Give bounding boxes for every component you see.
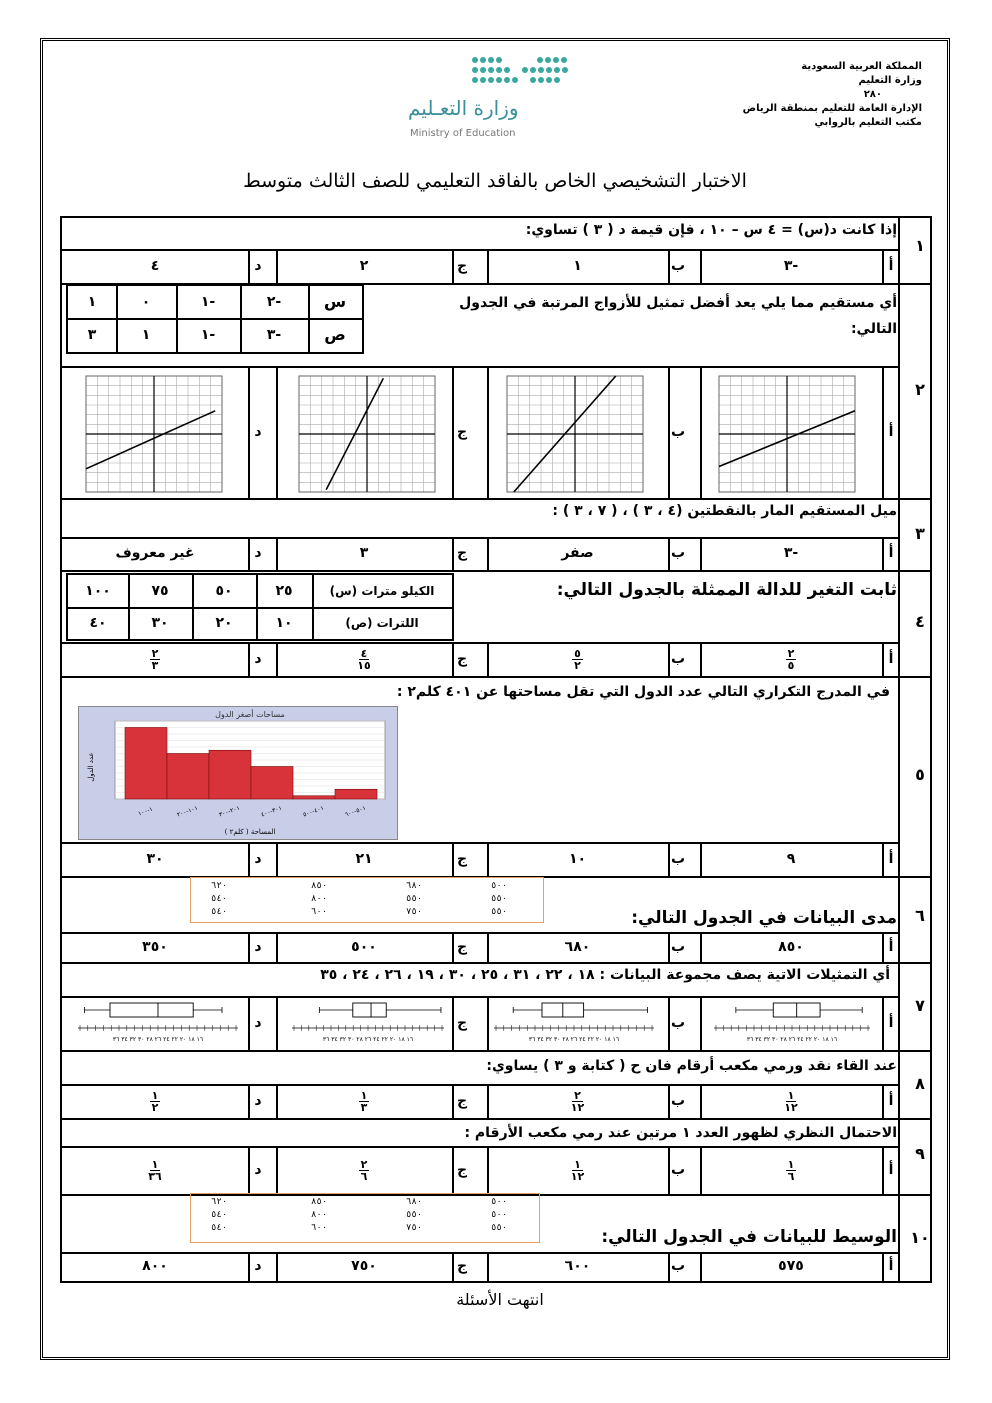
table-rule xyxy=(276,996,278,1050)
option-value: ٤ xyxy=(150,258,160,274)
option-letter: ج xyxy=(456,939,468,955)
histogram-bar xyxy=(209,750,251,799)
table-rule xyxy=(60,1050,930,1052)
q4-table xyxy=(66,573,454,641)
table-cell: ١٠ xyxy=(275,615,293,631)
option-fraction xyxy=(276,1146,452,1194)
data-value: ٨٠٠ xyxy=(311,1210,328,1220)
table-cell: ٢٠ xyxy=(215,615,233,631)
option-letter: ج xyxy=(456,1258,468,1274)
option-value: ٣ xyxy=(359,545,369,561)
table-cell: -١ xyxy=(200,327,216,343)
x-axis-label: المساحة ( كلم٢ ) xyxy=(224,828,276,836)
histogram-bar xyxy=(251,767,293,800)
data-value: ٥٤٠ xyxy=(211,907,228,917)
header-line: ٢٨٠ xyxy=(863,89,882,100)
option-fraction xyxy=(62,1146,248,1194)
question-text: إذا كانت د(س) = ٤ س – ١٠ ، فإن قيمة د ( ٣ ) تساوي: xyxy=(525,222,897,238)
data-value: ٨٠٠ xyxy=(311,894,328,904)
option-letter: د xyxy=(254,1258,262,1274)
option-letter: د xyxy=(254,1015,262,1031)
option-value: ٧٥٠ xyxy=(351,1258,377,1274)
page-title: الاختبار التشخيصي الخاص بالفاقد التعليمي للصف الثالث متوسط xyxy=(243,170,747,192)
question-text: الوسيط للبيانات في الجدول التالي: xyxy=(601,1227,897,1247)
graph-option-d xyxy=(84,374,224,494)
histogram-bar xyxy=(293,796,335,799)
table-cell: ص xyxy=(324,325,346,344)
option-letter: أ xyxy=(888,1093,894,1109)
data-value: ٥٠٠ xyxy=(491,1197,508,1207)
table-cell: ٧٥ xyxy=(151,583,169,599)
denominator: ٣ xyxy=(151,658,159,672)
denominator: ٦ xyxy=(360,1169,368,1183)
x-tick-label: ٥٠١-٦٠٠ xyxy=(344,804,367,819)
question-text: الاحتمال النظري لظهور العدد ١ مرتين عند رمي مكعب الأرقام : xyxy=(464,1125,897,1141)
fraction xyxy=(784,1090,797,1113)
table-rule xyxy=(700,366,702,498)
fraction xyxy=(571,1090,584,1113)
option-fraction xyxy=(700,1146,882,1194)
x-tick-label: ٣٠١-٤٠٠ xyxy=(260,804,283,819)
option-letter: د xyxy=(254,545,262,561)
table-cell: -٣ xyxy=(266,327,282,343)
option-letter: د xyxy=(254,424,262,440)
denominator: ٣٦ xyxy=(148,1169,162,1183)
table-rule xyxy=(60,676,930,678)
data-value: ٨٥٠ xyxy=(311,1197,328,1207)
table-cell: ٠ xyxy=(141,294,151,310)
boxplot-option-b xyxy=(494,998,658,1046)
table-cell: ٢٥ xyxy=(275,583,293,599)
graph-option-c xyxy=(297,374,437,494)
denominator: ١٢ xyxy=(570,1169,585,1183)
data-value: ٦٨٠ xyxy=(406,881,423,891)
option-letter: ج xyxy=(456,851,468,867)
question-number: ٣ xyxy=(915,524,925,543)
option-fraction xyxy=(62,1084,248,1118)
footer-text: انتهت الأسئلة xyxy=(456,1290,544,1309)
numerator: ١ xyxy=(151,1088,159,1102)
header-info xyxy=(702,60,922,130)
option-letter: ب xyxy=(670,1093,686,1109)
option-value: ٢ xyxy=(359,258,369,274)
boxplot-option-a xyxy=(714,998,874,1046)
option-letter: د xyxy=(254,1162,262,1178)
question-text: ميل المستقيم المار بالنقطتين (٤ ، ٣ ) ، ( ٧ ، ٣ ) : xyxy=(552,503,897,519)
option-fraction xyxy=(276,642,452,676)
option-value: ٩ xyxy=(786,851,796,867)
numerator: ٤ xyxy=(360,646,368,660)
data-value: ٨٥٠ xyxy=(311,881,328,891)
fraction xyxy=(571,1159,584,1182)
option-letter: د xyxy=(254,851,262,867)
graph-option-b xyxy=(505,374,645,494)
table-rule xyxy=(60,1281,930,1283)
question-number: ٦ xyxy=(915,906,925,925)
logo-arabic-text: وزارة التعـليم xyxy=(408,96,519,120)
data-value: ٥٠٠ xyxy=(491,1210,508,1220)
denominator: ١٢ xyxy=(570,1100,585,1114)
option-value: ٣٥٠ xyxy=(142,939,168,955)
option-fraction xyxy=(276,1084,452,1118)
option-value: ١ xyxy=(573,258,582,274)
option-fraction xyxy=(700,642,882,676)
table-rule xyxy=(60,366,898,368)
x-tick-label: ١٠١-٢٠٠ xyxy=(176,804,199,819)
table-cell: ١ xyxy=(87,294,97,310)
header-line: مكتب التعليم بالروابي xyxy=(814,117,922,128)
data-value: ٧٥٠ xyxy=(406,1223,423,1233)
option-letter: ب xyxy=(670,258,686,274)
question-text: عند القاء نقد ورمي مكعب أرقام فان ح ( كتابة و ٣ ) يساوي: xyxy=(486,1058,897,1074)
option-letter: أ xyxy=(888,939,894,955)
numerator: ٢ xyxy=(574,1088,581,1102)
option-fraction xyxy=(700,1084,882,1118)
histogram-bar xyxy=(167,754,209,800)
question-text: في المدرج التكراري التالي عدد الدول التي تقل مساحتها عن ٤٠١ كلم٢ : xyxy=(396,684,890,700)
graph-option-a xyxy=(717,374,857,494)
option-value: ٢١ xyxy=(355,851,373,867)
logo-dots-icon xyxy=(400,52,580,92)
fraction xyxy=(786,1159,797,1182)
fraction xyxy=(357,648,370,671)
option-value: ٣٠ xyxy=(146,851,164,867)
option-letter: ج xyxy=(456,545,468,561)
option-letter: د xyxy=(254,651,262,667)
option-letter: ب xyxy=(670,651,686,667)
option-letter: ج xyxy=(456,1162,468,1178)
option-value: -٣ xyxy=(783,545,799,561)
table-cell: ١ xyxy=(141,327,151,343)
option-letter: ج xyxy=(456,1093,468,1109)
option-value: غير معروف xyxy=(115,545,195,561)
y-axis-label: عدد الدول xyxy=(87,752,95,782)
question-number: ١٠ xyxy=(910,1228,930,1247)
boxplot-option-d xyxy=(78,998,242,1046)
ministry-logo xyxy=(400,52,580,147)
question-text: مدى البيانات في الجدول التالي: xyxy=(631,908,897,928)
option-value: ٨٥٠ xyxy=(778,939,804,955)
chart-title: مساحات أصغر الدول xyxy=(215,710,285,719)
boxplot-option-c xyxy=(292,998,448,1046)
data-value: ٥٥٠ xyxy=(406,894,423,904)
option-letter: أ xyxy=(888,258,894,274)
table-rule xyxy=(487,366,489,498)
denominator: ١٢ xyxy=(784,1100,798,1114)
numerator: ١ xyxy=(787,1088,795,1102)
histogram-chart xyxy=(78,706,398,840)
option-letter: ج xyxy=(456,258,468,274)
q2-pairs-table xyxy=(66,284,364,354)
option-fraction xyxy=(487,642,668,676)
histogram-svg xyxy=(79,707,397,839)
option-letter: ب xyxy=(670,851,686,867)
option-letter: أ xyxy=(888,545,894,561)
option-letter: د xyxy=(254,1093,262,1109)
table-rule xyxy=(487,996,489,1050)
table-rule xyxy=(60,1118,930,1120)
table-cell: ٣ xyxy=(87,327,97,343)
numerator: ١ xyxy=(360,1088,368,1102)
x-tick-label: ٤٠١-٥٠٠ xyxy=(302,804,325,819)
option-letter: أ xyxy=(888,1015,894,1031)
table-cell: -٢ xyxy=(266,294,282,310)
fraction xyxy=(150,1090,161,1113)
data-value: ٥٥٠ xyxy=(491,894,508,904)
histogram-bar xyxy=(125,728,167,800)
option-fraction xyxy=(487,1146,668,1194)
data-value: ٥٤٠ xyxy=(211,1210,228,1220)
option-letter: أ xyxy=(888,851,894,867)
option-value: ١٠ xyxy=(568,851,587,867)
option-value: ٦٨٠ xyxy=(564,939,591,955)
denominator: ٣ xyxy=(360,1100,368,1114)
data-value: ٥٤٠ xyxy=(211,1223,228,1233)
option-letter: ب xyxy=(670,424,686,440)
table-cell: ١٠٠ xyxy=(85,583,111,599)
data-value: ٦٢٠ xyxy=(211,881,228,891)
option-value: ٨٠٠ xyxy=(142,1258,168,1274)
numerator: ٢ xyxy=(151,646,159,660)
question-number: ٥ xyxy=(915,765,925,784)
option-letter: أ xyxy=(888,651,894,667)
denominator: ٦ xyxy=(787,1169,795,1183)
header-line: المملكة العربية السعودية xyxy=(801,61,922,72)
table-rule xyxy=(60,216,930,218)
table-rule xyxy=(276,366,278,498)
x-tick-label: ١-١٠٠ xyxy=(137,805,154,818)
question-text: أي التمثيلات الاتية يصف مجموعة البيانات : ١٨ ، ٢٢ ، ٣١ ، ٢٥ ، ٣٠ ، ١٩ ، ٢٦ ، ٢٤ ، ٣٥ xyxy=(320,967,890,983)
axis-tick-labels: ١٦ ١٨ ٢٠ ٢٢ ٢٤ ٢٦ ٢٨ ٣٠ ٣٢ ٣٤ ٣٦ xyxy=(528,1036,620,1043)
table-cell: س xyxy=(323,292,347,311)
option-letter: ج xyxy=(456,424,468,440)
option-letter: أ xyxy=(888,1258,894,1274)
option-letter: ب xyxy=(670,1162,686,1178)
option-letter: د xyxy=(254,258,262,274)
question-number: ٧ xyxy=(915,996,925,1015)
option-letter: ب xyxy=(670,939,686,955)
numerator: ٥ xyxy=(574,646,581,660)
data-value: ٥٠٠ xyxy=(491,881,508,891)
table-rule xyxy=(700,996,702,1050)
option-value: صفر xyxy=(561,545,594,561)
table-rule xyxy=(930,216,932,1283)
table-rule xyxy=(60,216,62,1281)
option-value: ٥٠٠ xyxy=(351,939,377,955)
data-value: ٧٥٠ xyxy=(406,907,423,917)
denominator: ٢ xyxy=(151,1100,159,1114)
axis-tick-labels: ١٦ ١٨ ٢٠ ٢٢ ٢٤ ٢٦ ٢٨ ٣٠ ٣٢ ٣٤ ٣٦ xyxy=(322,1036,414,1043)
data-value: ٥٤٠ xyxy=(211,894,228,904)
numerator: ٢ xyxy=(787,646,795,660)
data-value: ٦٢٠ xyxy=(211,1197,228,1207)
denominator: ٥ xyxy=(787,658,795,672)
table-rule xyxy=(60,498,930,500)
question-number: ٩ xyxy=(915,1144,925,1163)
option-letter: ج xyxy=(456,1015,468,1031)
data-value: ٥٥٠ xyxy=(491,1223,508,1233)
option-value: ٦٠٠ xyxy=(564,1258,591,1274)
numerator: ١ xyxy=(151,1157,159,1171)
table-cell: ٥٠ xyxy=(215,583,233,599)
table-rule xyxy=(60,570,930,572)
logo-english-text: Ministry of Education xyxy=(410,128,516,139)
fraction xyxy=(359,1090,370,1113)
fraction xyxy=(572,648,583,671)
option-letter: ج xyxy=(456,651,468,667)
data-value: ٦٠٠ xyxy=(311,1223,328,1233)
table-cell: ٣٠ xyxy=(151,615,169,631)
denominator: ١٥ xyxy=(357,658,371,672)
header-line: الإدارة العامة للتعليم بمنطقة الرياض xyxy=(742,103,922,114)
q6-data-table xyxy=(190,877,544,923)
table-cell: -١ xyxy=(200,294,216,310)
option-letter: ب xyxy=(670,1015,686,1031)
option-fraction xyxy=(487,1084,668,1118)
question-number: ٨ xyxy=(915,1074,925,1093)
option-letter: د xyxy=(254,939,262,955)
table-cell: ٤٠ xyxy=(89,615,107,631)
table-cell: الكيلو مترات (س) xyxy=(329,584,435,598)
option-letter: ب xyxy=(670,545,686,561)
question-text: أي مستقيم مما يلي يعد أفضل تمثيل للأزواج المرتبة في الجدول التالي: xyxy=(459,295,897,337)
fraction xyxy=(150,648,161,671)
table-cell: اللترات (ص) xyxy=(345,616,419,630)
option-value: -٣ xyxy=(783,258,799,274)
histogram-bar xyxy=(335,789,377,799)
header-line: وزارة التعليم xyxy=(858,75,922,86)
option-letter: أ xyxy=(888,1162,894,1178)
option-value: ٥٧٥ xyxy=(778,1258,804,1274)
numerator: ١ xyxy=(574,1157,581,1171)
question-number: ٤ xyxy=(915,612,925,631)
axis-tick-labels: ١٦ ١٨ ٢٠ ٢٢ ٢٤ ٢٦ ٢٨ ٣٠ ٣٢ ٣٤ ٣٦ xyxy=(746,1036,838,1043)
numerator: ٢ xyxy=(360,1157,368,1171)
data-value: ٥٥٠ xyxy=(491,907,508,917)
axis-tick-labels: ١٦ ١٨ ٢٠ ٢٢ ٢٤ ٢٦ ٢٨ ٣٠ ٣٢ ٣٤ ٣٦ xyxy=(112,1036,204,1043)
table-rule xyxy=(60,962,930,964)
fraction xyxy=(148,1159,161,1182)
option-fraction xyxy=(62,642,248,676)
data-value: ٥٥٠ xyxy=(406,1210,423,1220)
x-tick-label: ٢٠١-٣٠٠ xyxy=(218,804,241,819)
option-letter: ب xyxy=(670,1258,686,1274)
q10-data-table xyxy=(190,1193,540,1243)
question-text: ثابت التغير للدالة الممثلة بالجدول التالي: xyxy=(556,580,897,600)
question-number: ٢ xyxy=(915,380,925,399)
numerator: ١ xyxy=(787,1157,795,1171)
option-letter: أ xyxy=(888,424,894,440)
data-value: ٦٨٠ xyxy=(406,1197,423,1207)
fraction xyxy=(786,648,797,671)
question-number: ١ xyxy=(915,236,925,255)
data-value: ٦٠٠ xyxy=(311,907,328,917)
denominator: ٢ xyxy=(574,658,581,672)
fraction xyxy=(359,1159,370,1182)
